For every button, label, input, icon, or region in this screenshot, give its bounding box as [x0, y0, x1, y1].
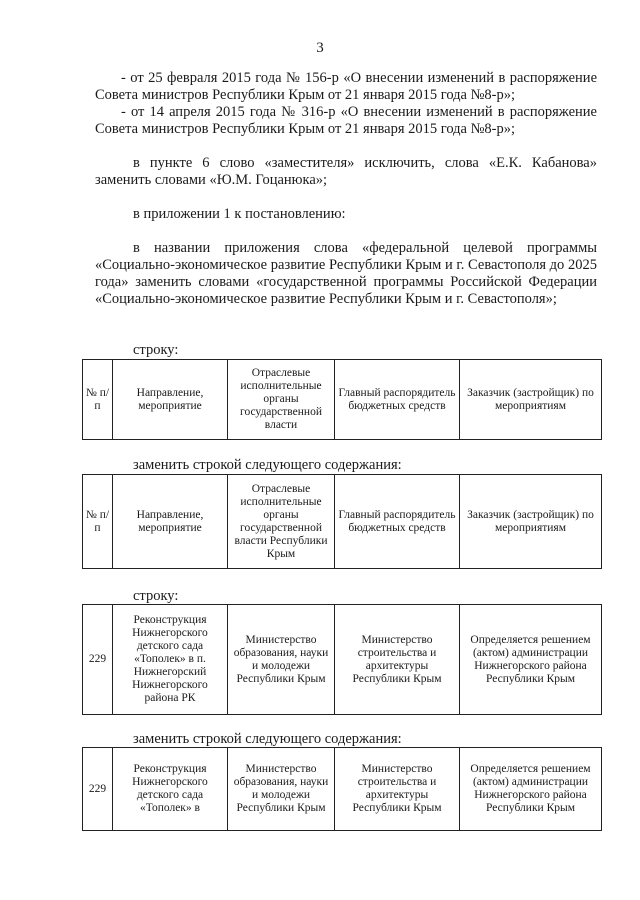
cell-direction: Реконструкция Нижнегорского детского сада «Тополек» в п. Нижнегорский Нижнегорского района РК	[113, 605, 228, 715]
table-new-header	[82, 474, 602, 569]
table-new-row-229	[82, 747, 602, 831]
table-original-row-229	[82, 604, 602, 715]
cell-number: 229	[83, 605, 113, 715]
page-number: 3	[316, 40, 324, 56]
paragraph-amendment-156: - от 25 февраля 2015 года № 156-р «О внесении изменений в распоряжение Совета министров Республики Крым от 21 января 2015 года №8-р»;	[95, 70, 597, 103]
replace-label: заменить строкой следующего содержания:	[133, 457, 402, 473]
table-row	[83, 360, 602, 440]
cell-budget-manager: Министерство строительства и архитектуры Республики Крым	[335, 605, 460, 715]
cell-customer: Определяется решением (актом) администрации Нижнегорского района Республики Крым	[460, 748, 602, 831]
cell-executive-bodies: Министерство образования, науки и молодежи Республики Крым	[228, 605, 335, 715]
cell-direction: Направление, мероприятие	[113, 360, 228, 440]
cell-executive-bodies: Министерство образования, науки и молодежи Республики Крым	[228, 748, 335, 831]
cell-number: 229	[83, 748, 113, 831]
table-row	[83, 475, 602, 569]
cell-customer: Определяется решением (актом) администрации Нижнегорского района Республики Крым	[460, 605, 602, 715]
cell-customer: Заказчик (застройщик) по мероприятиям	[460, 360, 602, 440]
table-row	[83, 605, 602, 715]
row-label: строку:	[133, 342, 179, 358]
table-row	[83, 748, 602, 831]
cell-budget-manager: Главный распорядитель бюджетных средств	[335, 475, 460, 569]
paragraph-amendment-316: - от 14 апреля 2015 года № 316-р «О внесении изменений в распоряжение Совета министров Республики Крым от 21 января 2015 года №8-р»;	[95, 104, 597, 137]
replace-label: заменить строкой следующего содержания:	[133, 731, 402, 747]
paragraph-point-6: в пункте 6 слово «заместителя» исключить, слова «Е.К. Кабанова» заменить словами «Ю.М. Гоцанюка»;	[95, 155, 597, 188]
cell-customer: Заказчик (застройщик) по мероприятиям	[460, 475, 602, 569]
cell-direction: Направление, мероприятие	[113, 475, 228, 569]
row-label: строку:	[133, 588, 179, 604]
table-original-header	[82, 359, 602, 440]
cell-budget-manager: Министерство строительства и архитектуры Республики Крым	[335, 748, 460, 831]
cell-direction: Реконструкция Нижнегорского детского сада «Тополек» в	[113, 748, 228, 831]
cell-number: № п/п	[83, 475, 113, 569]
cell-budget-manager: Главный распорядитель бюджетных средств	[335, 360, 460, 440]
paragraph-appendix-title: в названии приложения слова «федеральной целевой программы «Социально-экономическое развитие Республики Крым и г. Севастополя до 2025 года» заменить словами «государственной программы Российской Федерации «Социально-экономическое развитие Республики Крым и г. Севастополя»;	[95, 240, 597, 307]
cell-executive-bodies: Отраслевые исполнительные органы государственной власти	[228, 360, 335, 440]
cell-number: № п/п	[83, 360, 113, 440]
paragraph-appendix-1: в приложении 1 к постановлению:	[133, 206, 346, 222]
cell-executive-bodies: Отраслевые исполнительные органы государственной власти Республики Крым	[228, 475, 335, 569]
